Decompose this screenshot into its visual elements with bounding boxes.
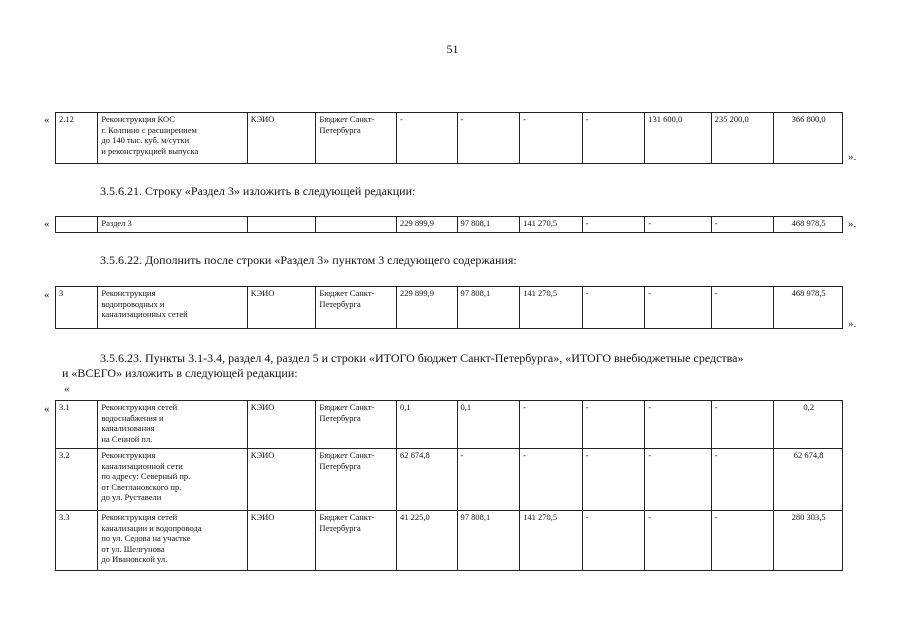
cell-value-2: - <box>457 113 520 164</box>
page-number: 51 <box>446 42 459 56</box>
table-item-3 <box>55 286 843 329</box>
cell-value-5: - <box>645 401 712 449</box>
cell-value-1: 229 899,9 <box>397 217 458 233</box>
cell-value-4: - <box>582 449 645 511</box>
cell-value-5: - <box>645 449 712 511</box>
cell-item-number <box>56 217 98 233</box>
cell-item-number: 3 <box>56 287 98 329</box>
quote-open-3: « <box>44 289 50 301</box>
quote-close-3: ». <box>848 318 857 330</box>
cell-value-1: 41 225,0 <box>397 511 458 571</box>
cell-name: Реконструкция КОС г. Колпино с расширением до 140 тыс. куб. м/сутки и реконструкцией выпуска <box>98 113 247 164</box>
cell-value-1: - <box>397 113 458 164</box>
cell-value-4: - <box>582 401 645 449</box>
cell-value-2: 97 808,1 <box>457 511 520 571</box>
cell-source: Бюджет Санкт- Петербурга <box>316 113 397 164</box>
cell-value-2: - <box>457 449 520 511</box>
paragraph-3-5-6-23-line-2: и «ВСЕГО» изложить в следующей редакции: <box>62 366 298 380</box>
cell-value-6: - <box>711 287 774 329</box>
cell-total: 366 800,0 <box>774 113 843 164</box>
cell-name: Реконструкция сетей водоснабжения и канализования на Сенной пл. <box>98 401 247 449</box>
cell-item-number: 3.1 <box>56 401 98 449</box>
quote-open-4a: « <box>64 383 70 395</box>
cell-name: Реконструкция сетей канализации и водопровода по ул. Седова на участке от ул. Шелгунова до Ивановской ул. <box>98 511 247 571</box>
cell-value-1: 62 674,8 <box>397 449 458 511</box>
cell-executor: КЭИО <box>247 287 316 329</box>
cell-value-3: - <box>520 449 583 511</box>
cell-value-1: 229 899,9 <box>397 287 458 329</box>
table-row <box>56 511 843 571</box>
cell-item-number: 2.12 <box>56 113 98 164</box>
cell-value-2: 97 808,1 <box>457 287 520 329</box>
cell-value-6: - <box>711 217 774 233</box>
cell-value-5: - <box>645 287 712 329</box>
cell-value-4: - <box>582 113 645 164</box>
table-section-3 <box>55 216 843 233</box>
cell-value-4: - <box>582 287 645 329</box>
cell-name: Реконструкция водопроводных и канализационных сетей <box>98 287 247 329</box>
cell-value-6: - <box>711 511 774 571</box>
table-row <box>56 217 843 233</box>
quote-close-1: ». <box>848 151 857 163</box>
cell-value-6: - <box>711 449 774 511</box>
cell-value-5: 131 600,0 <box>645 113 712 164</box>
cell-value-5: - <box>645 511 712 571</box>
cell-item-number: 3.2 <box>56 449 98 511</box>
cell-value-2: 0,1 <box>457 401 520 449</box>
paragraph-3-5-6-22: 3.5.6.22. Дополнить после строки «Раздел 3» пунктом 3 следующего содержания: <box>100 253 517 267</box>
cell-value-2: 97 808,1 <box>457 217 520 233</box>
cell-value-4: - <box>582 511 645 571</box>
table-row <box>56 449 843 511</box>
cell-value-3: - <box>520 401 583 449</box>
cell-name: Раздел 3 <box>98 217 247 233</box>
quote-open-1: « <box>44 114 50 126</box>
cell-source: Бюджет Санкт- Петербурга <box>316 449 397 511</box>
cell-value-6: - <box>711 401 774 449</box>
cell-value-6: 235 200,0 <box>711 113 774 164</box>
cell-total: 62 674,8 <box>774 449 843 511</box>
cell-name: Реконструкция канализационной сети по адресу: Северный пр. от Светлановского пр. до ул. Руставели <box>98 449 247 511</box>
cell-source: Бюджет Санкт- Петербурга <box>316 511 397 571</box>
cell-total: 468 978,5 <box>774 287 843 329</box>
table-row <box>56 401 843 449</box>
cell-value-1: 0,1 <box>397 401 458 449</box>
cell-executor: КЭИО <box>247 449 316 511</box>
cell-value-3: 141 270,5 <box>520 217 583 233</box>
cell-value-5: - <box>645 217 712 233</box>
cell-total: 0,2 <box>774 401 843 449</box>
cell-source: Бюджет Санкт- Петербурга <box>316 287 397 329</box>
paragraph-3-5-6-23-line-1: 3.5.6.23. Пункты 3.1-3.4, раздел 4, раздел 5 и строки «ИТОГО бюджет Санкт-Петербурга», «ИТОГО внебюджетные средства» <box>100 351 744 365</box>
table-row <box>56 287 843 329</box>
cell-value-3: 141 270,5 <box>520 287 583 329</box>
cell-source <box>316 217 397 233</box>
cell-value-4: - <box>582 217 645 233</box>
quote-open-4: « <box>44 403 50 415</box>
cell-value-3: 141 270,5 <box>520 511 583 571</box>
cell-executor: КЭИО <box>247 511 316 571</box>
table-row <box>56 113 843 164</box>
cell-executor: КЭИО <box>247 401 316 449</box>
cell-total: 280 303,5 <box>774 511 843 571</box>
quote-open-2: « <box>44 218 50 230</box>
cell-item-number: 3.3 <box>56 511 98 571</box>
table-item-2-12 <box>55 112 843 164</box>
cell-source: Бюджет Санкт- Петербурга <box>316 401 397 449</box>
cell-executor <box>247 217 316 233</box>
cell-value-3: - <box>520 113 583 164</box>
table-items-3-1-3-3 <box>55 400 843 571</box>
cell-executor: КЭИО <box>247 113 316 164</box>
cell-total: 468 978,5 <box>774 217 843 233</box>
paragraph-3-5-6-21: 3.5.6.21. Строку «Раздел 3» изложить в следующей редакции: <box>100 184 416 198</box>
quote-close-2: ». <box>848 218 857 230</box>
